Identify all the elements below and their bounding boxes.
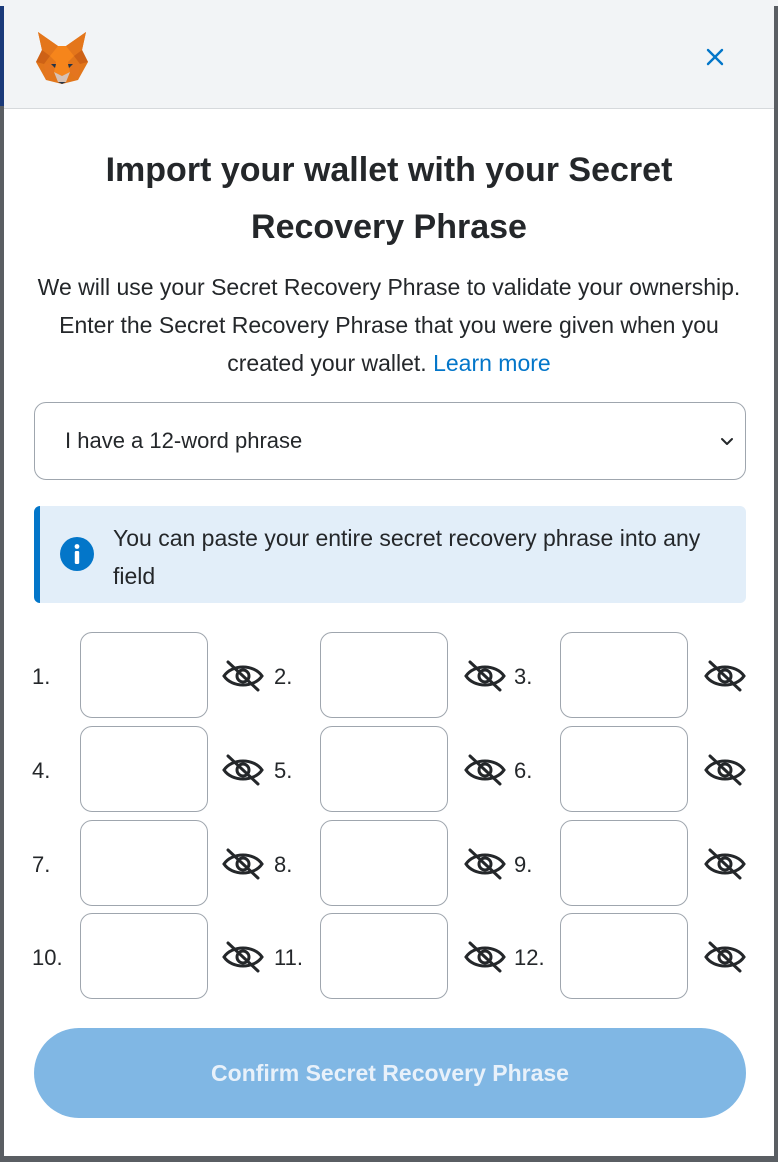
eye-slash-icon[interactable] [220, 846, 266, 882]
word-input[interactable] [320, 726, 448, 812]
word-label: 4. [32, 758, 51, 783]
word-input[interactable] [560, 820, 688, 906]
eye-slash-icon[interactable] [462, 752, 508, 788]
word-label: 2. [274, 664, 293, 689]
word-label: 3. [514, 664, 533, 689]
learn-more-link[interactable]: Learn more [433, 350, 551, 376]
eye-slash-icon[interactable] [702, 846, 748, 882]
word-label: 10. [32, 945, 63, 970]
page-title: Import your wallet with your Secret Recovery Phrase [105, 151, 673, 246]
word-label: 6. [514, 758, 533, 783]
word-label: 8. [274, 852, 293, 877]
close-button[interactable] [698, 40, 732, 74]
eye-slash-icon[interactable] [462, 939, 508, 975]
description [34, 268, 744, 382]
info-banner [34, 506, 746, 603]
eye-slash-icon[interactable] [702, 658, 748, 694]
eye-slash-icon[interactable] [462, 658, 508, 694]
word-input[interactable] [320, 632, 448, 718]
description-text: We will use your Secret Recovery Phrase to validate your ownership. Enter the Secret Recovery Phrase that you were given when you created your wallet. [37, 274, 741, 376]
word-input[interactable] [320, 913, 448, 999]
word-label: 12. [514, 945, 545, 970]
word-input[interactable] [80, 820, 208, 906]
confirm-srp-button-label: Confirm Secret Recovery Phrase [211, 1059, 569, 1086]
word-input[interactable] [560, 913, 688, 999]
word-input[interactable] [320, 820, 448, 906]
word-input[interactable] [80, 913, 208, 999]
eye-slash-icon[interactable] [220, 658, 266, 694]
eye-slash-icon[interactable] [220, 752, 266, 788]
word-label: 5. [274, 758, 293, 783]
word-label: 11. [274, 945, 303, 970]
info-icon [59, 536, 95, 572]
close-icon [705, 47, 725, 67]
word-input[interactable] [560, 726, 688, 812]
phrase-length-select[interactable] [34, 402, 746, 480]
confirm-srp-button[interactable] [34, 1028, 746, 1118]
eye-slash-icon[interactable] [702, 939, 748, 975]
word-label: 9. [514, 852, 533, 877]
eye-slash-icon[interactable] [702, 752, 748, 788]
eye-slash-icon[interactable] [462, 846, 508, 882]
info-banner-text: You can paste your entire secret recovery phrase into any field [113, 525, 701, 589]
word-label: 1. [32, 664, 51, 689]
header-bar [4, 6, 774, 109]
word-label: 7. [32, 852, 51, 877]
phrase-length-selected: I have a 12-word phrase [65, 428, 303, 453]
word-input[interactable] [80, 726, 208, 812]
metamask-fox-icon [32, 28, 92, 88]
chevron-down-icon [717, 431, 737, 451]
eye-slash-icon[interactable] [220, 939, 266, 975]
word-input[interactable] [80, 632, 208, 718]
word-input[interactable] [560, 632, 688, 718]
import-wallet-panel [4, 6, 774, 1156]
